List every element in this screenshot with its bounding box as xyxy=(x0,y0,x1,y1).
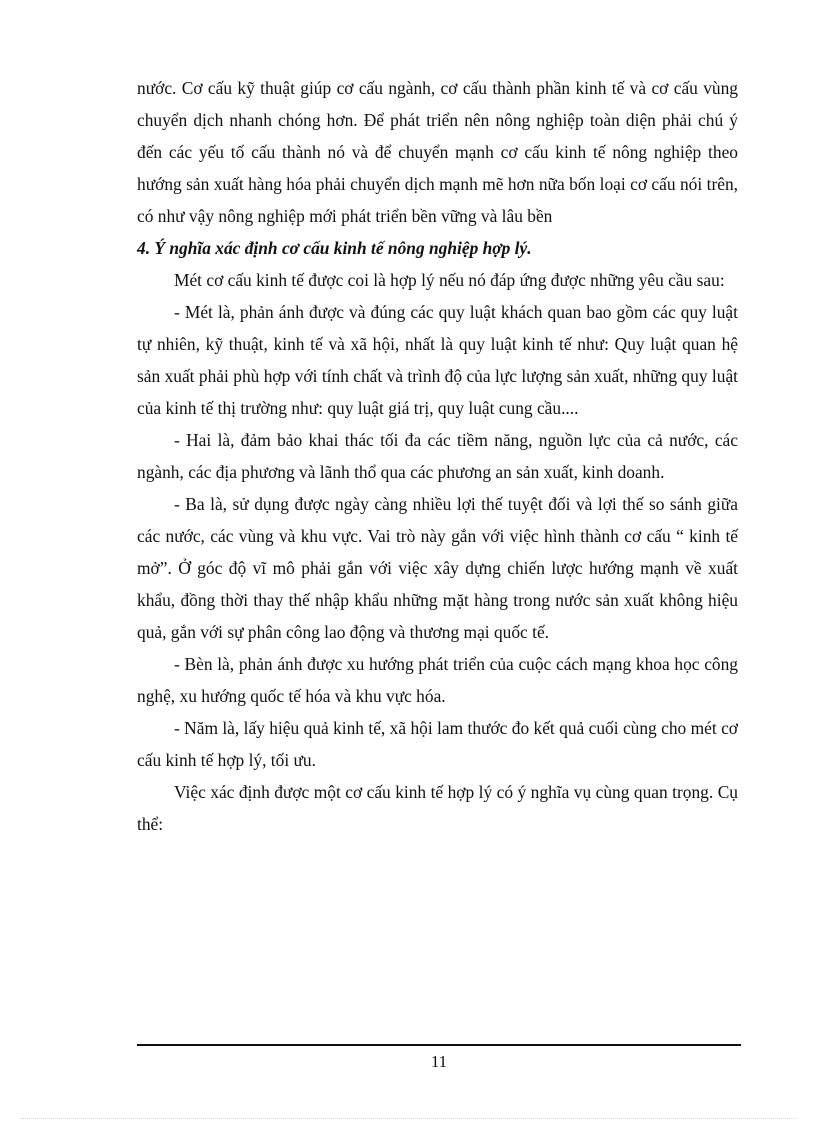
list-item-first: - Mét là, phản ánh được và đúng các quy luật khách quan bao gồm các quy luật tự nhiên, kỹ thuật, kinh tế và xã hội, nhất là quy luật kinh tế như: Quy luật quan hệ sản xuất phải phù hợp với tính chất và trình độ của lực lượng sản xuất, những quy luật của kinh tế thị trường như: quy luật giá trị, quy luật cung cầu.... xyxy=(137,302,738,418)
page-body xyxy=(137,72,738,840)
section-heading: 4. Ý nghĩa xác định cơ cấu kinh tế nông nghiệp hợp lý. xyxy=(137,238,532,258)
paragraph-intro: Mét cơ cấu kinh tế được coi là hợp lý nếu nó đáp ứng được những yêu cầu sau: xyxy=(174,270,725,290)
paragraph-continuation: nước. Cơ cấu kỹ thuật giúp cơ cấu ngành, cơ cấu thành phần kinh tế và cơ cấu vùng chuyển dịch nhanh chóng hơn. Để phát triển nên nông nghiệp toàn diện phải chú ý đến các yếu tố cấu thành nó và để chuyển mạnh cơ cấu kinh tế nông nghiệp theo hướng sản xuất hàng hóa phải chuyển dịch mạnh mẽ hơn nữa bốn loại cơ cấu nói trên, có như vậy nông nghiệp mới phát triển bền vững và lâu bền xyxy=(137,78,738,226)
footer-divider xyxy=(137,1044,741,1046)
list-item-second: - Hai là, đảm bảo khai thác tối đa các tiềm năng, nguồn lực của cả nước, các ngành, các địa phương và lãnh thổ qua các phương an sản xuất, kinh doanh. xyxy=(137,430,738,482)
list-item-fifth: - Năm là, lấy hiệu quả kinh tế, xã hội lam thước đo kết quả cuối cùng cho mét cơ cấu kinh tế hợp lý, tối ưu. xyxy=(137,718,738,770)
list-item-third: - Ba là, sử dụng được ngày càng nhiều lợi thế tuyệt đối và lợi thế so sánh giữa các nước, các vùng và khu vực. Vai trò này gắn với việc hình thành cơ cấu “ kinh tế mở”. Ở góc độ vĩ mô phải gắn với việc xây dựng chiến lược hướng mạnh về xuất khẩu, đồng thời thay thế nhập khẩu những mặt hàng trong nước sản xuất không hiệu quả, gắn với sự phân công lao động và thương mại quốc tế. xyxy=(137,494,738,642)
list-item-fourth: - Bèn là, phản ánh được xu hướng phát triển của cuộc cách mạng khoa học công nghệ, xu hướng quốc tế hóa và khu vực hóa. xyxy=(137,654,738,706)
page-bottom-border xyxy=(20,1118,796,1119)
paragraph-conclusion: Việc xác định được một cơ cấu kinh tế hợp lý có ý nghĩa vụ cùng quan trọng. Cụ thể: xyxy=(137,782,738,834)
page-number: 11 xyxy=(430,1052,448,1071)
